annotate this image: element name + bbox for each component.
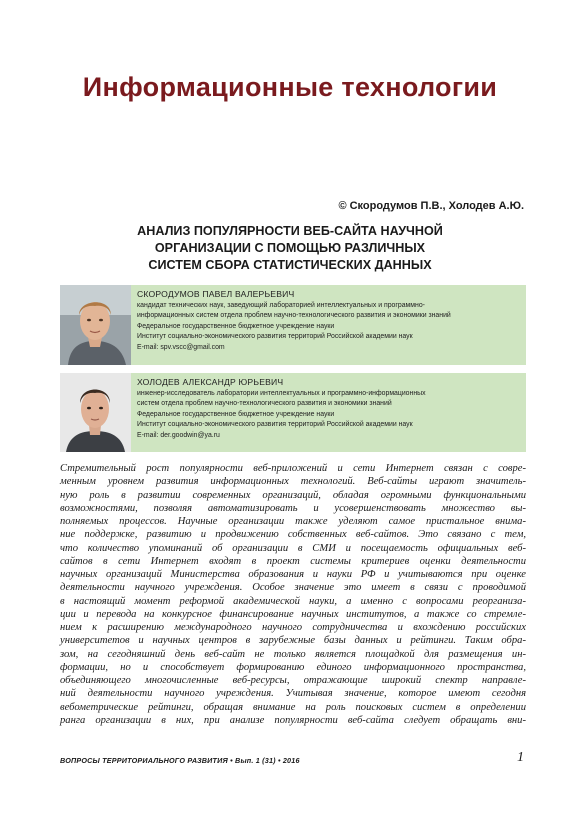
author-degree: кандидат технических наук, заведующий лабораторией интеллектуальных и программно-	[137, 302, 425, 309]
author-name: ХОЛОДЕВ АЛЕКСАНДР ЮРЬЕВИЧ	[137, 377, 284, 387]
abstract	[60, 462, 526, 727]
abstract-line: деятельности научного учреждения. Особое значение это имеет в связи с проводимой	[60, 582, 526, 594]
abstract-line: университетов и научных центров в зарубежные базы данных и рейтинги. Таким обра-	[60, 635, 526, 647]
abstract-line: сайтов в сети Интернет входят в проект системы критериев оценки деятельности	[60, 555, 526, 567]
abstract-line: ние поддержке, развитию и продвижению собственных веб-сайтов. Это связано с тем,	[60, 529, 526, 541]
author-photo	[60, 373, 131, 452]
abstract-line: в настоящий момент реформой академической науки, а именно с вопросами реорганиза-	[60, 595, 526, 607]
abstract-line: зом, на сегодняшний день веб-сайт не только является площадкой для размещения ин-	[60, 648, 526, 660]
author-card-skorodumov	[60, 285, 526, 365]
abstract-line: менным уровнем развития информационных технологий. Веб-сайты играют значитель-	[60, 476, 526, 488]
abstract-line: вебометрические рейтинги, обращая внимание на роль поисковых систем в определении	[60, 701, 526, 713]
abstract-line: Стремительный рост популярности веб-приложений и сети Интернет связан с совре-	[60, 463, 526, 474]
article-title-line: СИСТЕМ СБОРА СТАТИСТИЧЕСКИХ ДАННЫХ	[148, 258, 432, 272]
section-title: Информационные технологии	[82, 72, 498, 102]
abstract-line: полняемых процессов. Научные организации также уделяют самое пристальное внима-	[60, 516, 526, 527]
author-position: информационных систем отдела проблем научно-технологического развития и экономики знаний	[137, 312, 451, 320]
abstract-line: научных организаций Министерства образования и науки РФ и учитываются при оценке	[60, 569, 526, 580]
abstract-line: ную роль в развитии современных организаций, обладая огромными функциональными	[60, 489, 526, 501]
author-institution: Институт социально-экономического развития территорий Российской академии наук	[137, 421, 413, 429]
author-position: инженер-исследователь лаборатории интеллектуальных и программно-информационных	[137, 390, 426, 397]
author-photo	[60, 285, 131, 365]
journal-footer: ВОПРОСЫ ТЕРРИТОРИАЛЬНОГО РАЗВИТИЯ • Вып. 1 (31) • 2016	[60, 756, 300, 765]
author-info	[137, 377, 522, 441]
article-title	[40, 223, 540, 274]
abstract-line: ний деятельности научного учреждения. Учитывая значение, которое имеют сегодня	[60, 688, 526, 700]
author-email: E-mail: spv.vscc@gmail.com	[137, 343, 225, 351]
abstract-line: ранга организации в них, при анализе популярности веб-сайта следует обращать вни-	[60, 714, 526, 726]
copyright-authors: © Скородумов П.В., Холодев А.Ю.	[338, 200, 524, 212]
abstract-line: что количество упоминаний об организации в СМИ и посещаемость официальных веб-	[60, 542, 526, 554]
article-title-line: АНАЛИЗ ПОПУЛЯРНОСТИ ВЕБ-САЙТА НАУЧНОЙ	[137, 224, 443, 238]
author-department: систем отдела проблем научно-технологического развития и экономики знаний	[137, 400, 392, 408]
author-name: СКОРОДУМОВ ПАВЕЛ ВАЛЕРЬЕВИЧ	[137, 289, 295, 299]
abstract-line: возможностями, позволяя автоматизировать и усовершенствовать множество вы-	[60, 502, 526, 514]
author-institution-type: Федеральное государственное бюджетное учреждение науки	[137, 322, 335, 330]
author-card-kholodev	[60, 373, 526, 452]
abstract-line: ции и перевода на конкурсное финансирование научных институтов, а также со стремле-	[60, 608, 526, 620]
page-number: 1	[517, 750, 524, 765]
author-info	[137, 289, 522, 353]
author-email: E-mail: der.goodwin@ya.ru	[137, 431, 220, 439]
author-institution: Институт социально-экономического развития территорий Российской академии наук	[137, 333, 413, 341]
abstract-line: объединяющего многочисленные веб-ресурсы, отражающие широкий спектр направле-	[60, 675, 526, 686]
abstract-line: формации, но и способствует формированию единого информационного пространства,	[60, 661, 526, 673]
author-institution-type: Федеральное государственное бюджетное учреждение науки	[137, 410, 335, 418]
article-title-line: ОРГАНИЗАЦИИ С ПОМОЩЬЮ РАЗЛИЧНЫХ	[154, 241, 426, 255]
abstract-line: нием к расширению международного научного сотрудничества и вхождению российских	[60, 622, 526, 633]
